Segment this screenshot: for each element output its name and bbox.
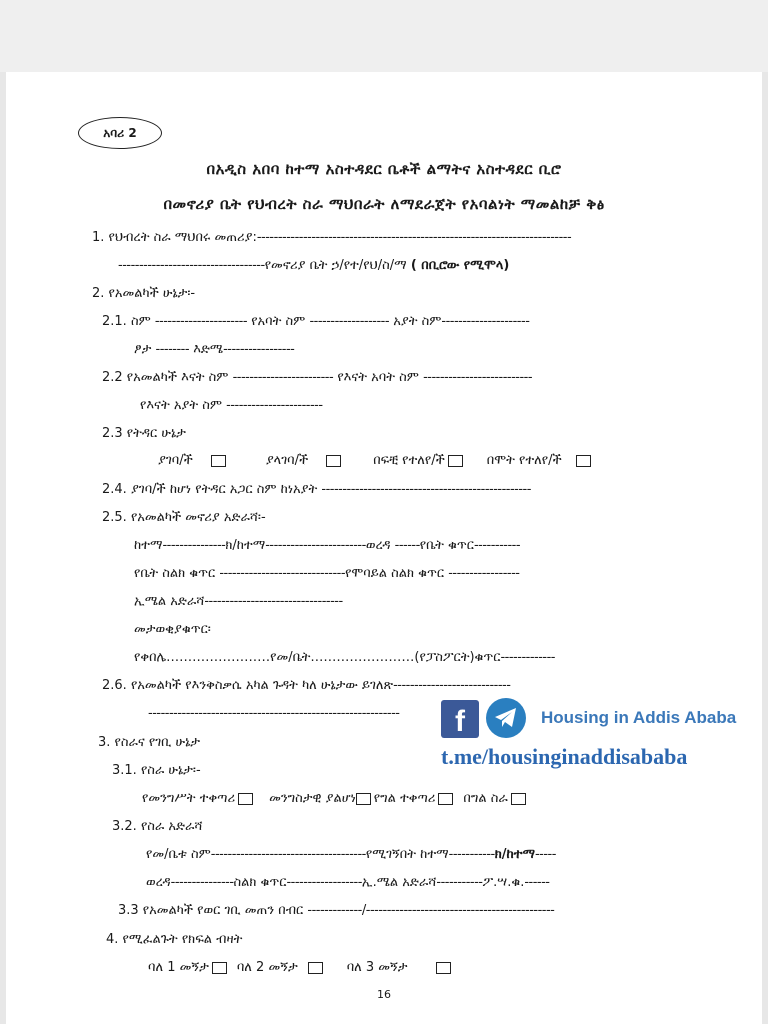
- title-line-1: በአዲስ አበባ ከተማ አስተዳደር ቤቶች ልማትና አስተዳደር ቢሮ: [206, 160, 562, 178]
- item-2-2-row-2: የእናት አያት ስም -----------------------: [140, 398, 323, 413]
- marital-option-single: ያላገባ/ች: [265, 453, 309, 468]
- address-row-3: ኢሜል አድራሻ---------------------------------: [134, 594, 343, 609]
- item-2-1-sex: ፆታ: [134, 342, 152, 357]
- item-3-2-label: 3.2. የስራ አድራሻ: [112, 819, 203, 834]
- item-2-label: 2. የአመልካች ሁኔታ፡-: [92, 286, 196, 301]
- page-number: 16: [377, 988, 391, 1001]
- address-passport: (የፓስፖርት)ቁጥር: [414, 650, 501, 665]
- item-1-office-note: ( በቢሮው የሚሞላ): [410, 258, 510, 273]
- room-option-3: ባለ 3 መኝታ: [346, 960, 408, 975]
- item-3-label: 3. የስራና የገቢ ሁኔታ: [98, 735, 200, 750]
- address-row-1: ከተማ---------------ክ/ከተማ------------------------ወረዳ ------የቤት ቁጥር-----------: [134, 538, 521, 553]
- item-2-2-mother: 2.2 የአመልካች እናት ስም: [102, 370, 229, 385]
- job-option-ngo: መንግስታዊ ያልሆነ: [269, 791, 356, 806]
- address-city: ከተማ: [134, 538, 163, 553]
- marital-divorced-checkbox[interactable]: [448, 455, 463, 467]
- work-office-name: የመ/ቤቱ ስም: [146, 847, 211, 862]
- item-2-5-label: 2.5. የአመልካች መኖሪያ አድራሻ፡-: [102, 510, 266, 525]
- work-address-row-1: የመ/ቤቱ ስም-------------------------------------የሚገኝበት ከተማ-----------ክ/ከተማ-----: [146, 847, 556, 862]
- work-subcity: ክ/ከተማ: [494, 847, 535, 862]
- marital-married-checkbox[interactable]: [211, 455, 226, 467]
- address-woreda: ወረዳ: [365, 538, 391, 553]
- item-1-row: 1. የህብረት ስራ ማህበሩ መጠሪያ:---------------------------------------------------------------------------: [92, 230, 572, 245]
- facebook-icon[interactable]: f: [441, 700, 479, 738]
- work-pobox: ፖ.ሣ.ቁ.: [482, 875, 525, 890]
- item-3-3-row: 3.3 የአመልካች የወር ገቢ መጠን በብር -------------/---------------------------------------------: [118, 903, 555, 918]
- watermark-url[interactable]: t.me/housinginaddisababa: [441, 744, 688, 769]
- work-woreda: ወረዳ: [146, 875, 171, 890]
- watermark-name: Housing in Addis Ababa: [541, 708, 737, 727]
- item-3-1-label: 3.1. የስራ ሁኔታ፡-: [112, 763, 201, 778]
- document-page: [6, 72, 762, 1024]
- marital-option-married: ያገባ/ች: [158, 453, 193, 468]
- item-2-4-row: 2.4. ያገባ/ች ከሆነ የትዳር አጋር ስም ከነአያት --------------------------------------------------: [102, 482, 531, 497]
- work-address-row-2: ወረዳ---------------ስልክ ቁጥር------------------ኢ.ሜል አድራሻ-----------ፖ.ሣ.ቁ.------: [146, 875, 550, 890]
- room-3-checkbox[interactable]: [436, 962, 451, 974]
- job-status-options: [142, 791, 529, 806]
- address-row-5: የቀበሌ……………………የመ/ቤት……………………(የፓስፖርት)ቁጥር-------------: [134, 650, 555, 665]
- annex-badge: አባሪ 2: [78, 117, 162, 149]
- item-2-1-grandfather: አያት ስም: [393, 314, 442, 329]
- job-option-government: የመንግሥት ተቀጣሪ: [142, 791, 236, 806]
- watermark: [441, 696, 761, 776]
- job-self-checkbox[interactable]: [511, 793, 526, 805]
- job-option-private: የግል ተቀጣሪ: [373, 791, 436, 806]
- address-house-no: የቤት ቁጥር: [419, 538, 474, 553]
- address-subcity: ክ/ከተማ: [225, 538, 266, 553]
- item-2-1-row-2: ፆታ -------- እድሜ-----------------: [134, 342, 295, 357]
- item-2-6-label: 2.6. የአመልካች የእንቅስቃሴ አካል ጉዳት ካለ ሁኔታው ይገለጽ: [102, 678, 394, 693]
- room-2-checkbox[interactable]: [308, 962, 323, 974]
- job-option-self: በግል ስራ: [463, 791, 508, 806]
- item-1-cooperative-type: የመኖሪያ ቤት ኃ/የተ/የህ/ስ/ማ: [264, 258, 407, 273]
- address-id-number: መታወቂያቁጥር፡: [134, 622, 211, 637]
- address-kebele: የቀበሌ: [134, 650, 167, 665]
- item-2-4-label: 2.4. ያገባ/ች ከሆነ የትዳር አጋር ስም ከነአያት: [102, 482, 318, 497]
- job-government-checkbox[interactable]: [238, 793, 253, 805]
- item-2-1-name: 2.1. ስም: [102, 314, 151, 329]
- item-2-3-label: 2.3 የትዳር ሁኔታ: [102, 426, 186, 441]
- marital-option-divorced: በፍቺ የተለየ/ች: [373, 453, 445, 468]
- address-email: ኢሜል አድራሻ: [134, 594, 205, 609]
- title-line-2: በመኖሪያ ቤት የህብረት ስራ ማህበራት ለማደራጀት የአባልነት ማመልከቻ ቅፅ: [163, 195, 605, 213]
- item-2-2-mother-grandfather: የእናት አያት ስም: [140, 398, 223, 413]
- work-phone: ስልክ ቁጥር: [233, 875, 287, 890]
- job-ngo-checkbox[interactable]: [356, 793, 371, 805]
- work-location-city: የሚገኝበት ከተማ: [365, 847, 449, 862]
- address-gov-house: የመ/ቤት: [270, 650, 311, 665]
- address-home-phone: የቤት ስልክ ቁጥር: [134, 566, 216, 581]
- room-1-checkbox[interactable]: [212, 962, 227, 974]
- address-row-2: የቤት ስልክ ቁጥር ------------------------------የሞባይል ስልክ ቁጥር -----------------: [134, 566, 520, 581]
- marital-widowed-checkbox[interactable]: [576, 455, 591, 467]
- item-2-2-row: 2.2 የአመልካች እናት ስም ------------------------ የእናት አባት ስም --------------------------: [102, 370, 533, 385]
- marital-single-checkbox[interactable]: [326, 455, 341, 467]
- item-2-2-mother-father: የእናት አባት ስም: [337, 370, 419, 385]
- marital-option-widowed: በሞት የተለየ/ች: [486, 453, 562, 468]
- job-private-checkbox[interactable]: [438, 793, 453, 805]
- marital-status-options: [158, 453, 594, 468]
- address-mobile: የሞባይል ስልክ ቁጥር: [345, 566, 445, 581]
- item-1-label: 1. የህብረት ስራ ማህበሩ መጠሪያ:: [92, 230, 257, 245]
- item-3-3-label: 3.3 የአመልካች የወር ገቢ መጠን በብር: [118, 903, 304, 918]
- room-option-1: ባለ 1 መኝታ: [148, 960, 209, 975]
- item-2-6-row-2: ------------------------------------------------------------: [148, 706, 400, 721]
- item-4-label: 4. የሚፈልጉት የክፍል ብዛት: [106, 932, 243, 947]
- item-2-1-row: 2.1. ስም ---------------------- የአባት ስም ------------------- አያት ስም---------------------: [102, 314, 530, 329]
- telegram-icon[interactable]: [486, 698, 526, 738]
- room-options: [148, 960, 454, 975]
- room-option-2: ባለ 2 መኝታ: [236, 960, 298, 975]
- item-2-1-father: የአባት ስም: [251, 314, 306, 329]
- item-1-row-2: -----------------------------------የመኖሪያ ቤት ኃ/የተ/የህ/ስ/ማ ( በቢሮው የሚሞላ): [118, 258, 510, 273]
- item-2-6-row: 2.6. የአመልካች የእንቅስቃሴ አካል ጉዳት ካለ ሁኔታው ይገለጽ----------------------------: [102, 678, 511, 693]
- work-email: ኢ.ሜል አድራሻ: [361, 875, 437, 890]
- item-2-1-age: እድሜ: [193, 342, 224, 357]
- top-bar: [0, 0, 768, 72]
